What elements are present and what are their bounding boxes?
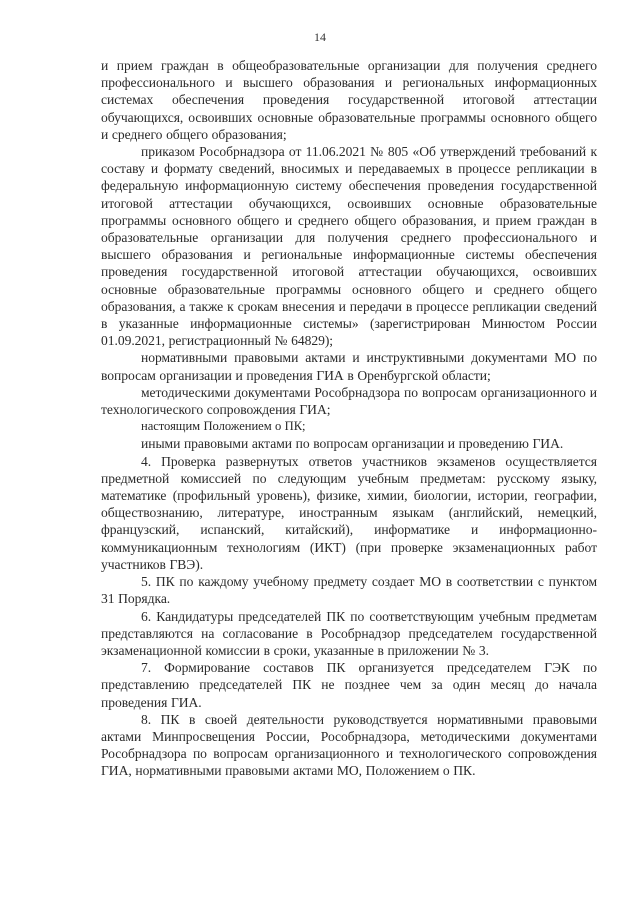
page-number: 14: [314, 30, 326, 44]
paragraph-other-acts: иными правовыми актами по вопросам организации и проведению ГИА.: [141, 436, 564, 452]
paragraph-intro-continuation: и прием граждан в общеобразовательные организации для получения среднего профессионального и высшего образования и региональных информационных системах обеспечения проведения государственной итоговой аттестации обучающихся, освоивших основные образовательные программы основного общего и среднего общего образования;: [101, 58, 597, 142]
document-body: [101, 57, 597, 780]
paragraph-item-5: 5. ПК по каждому учебному предмету создает МО в соответствии с пунктом 31 Порядка.: [101, 574, 597, 607]
paragraph-item-6: 6. Кандидатуры председателей ПК по соответствующим учебным предметам представляются на согласование в Рособрнадзор председателем государственной экзаменационной комиссии в сроки, указанные в приложении № 3.: [101, 608, 597, 658]
paragraph-this-regulation: настоящим Положением о ПК;: [141, 419, 306, 434]
paragraph-regulatory-acts-mo: нормативными правовыми актами и инструктивными документами МО по вопросам организации и проведения ГИА в Оренбургской области;: [101, 350, 597, 383]
paragraph-item-4: 4. Проверка развернутых ответов участников экзаменов осуществляется предметной комиссией по следующим учебным предметам: русскому языку, математике (профильный уровень), физике, химии, биологии, истории, географии, обществознанию, литературе, иностранным языкам (английский, немецкий, французский, испанский, китайский), информатике и информационно-коммуникационным технологиям (ИКТ) (при проверке экзаменационных работ участников ГВЭ).: [101, 453, 597, 572]
paragraph-item-8: 8. ПК в своей деятельности руководствуется нормативными правовыми актами Минпросвещения России, Рособрнадзора, методическими документами Рособрнадзора по вопросам организационного и технологического сопровождения ГИА, нормативными правовыми актами МО, Положением о ПК.: [101, 711, 597, 779]
paragraph-order-805: приказом Рособрнадзора от 11.06.2021 № 805 «Об утверждений требований к составу и формату сведений, вносимых и передаваемых в процессе репликации в федеральную информационную систему обеспечения проведения государственной итоговой аттестации обучающихся, освоивших основные образовательные программы основного общего и среднего общего образования, и прием граждан в образовательные организации для получения среднего профессионального и высшего образования и региональные информационные системы обеспечения проведения государственной итоговой аттестации обучающихся, освоивших основные образовательные программы основного общего и среднего общего образования, а также к срокам внесения и передачи в процессе репликации сведений в указанные информационные системы» (зарегистрирован Минюстом России 01.09.2021, регистрационный № 64829);: [101, 144, 597, 349]
paragraph-methodical-documents: методическими документами Рособрнадзора по вопросам организационного и технологического сопровождения ГИА;: [101, 384, 597, 418]
paragraph-item-7: 7. Формирование составов ПК организуется председателем ГЭК по представлению председателей ПК не позднее чем за один месяц до начала проведения ГИА.: [101, 660, 597, 710]
